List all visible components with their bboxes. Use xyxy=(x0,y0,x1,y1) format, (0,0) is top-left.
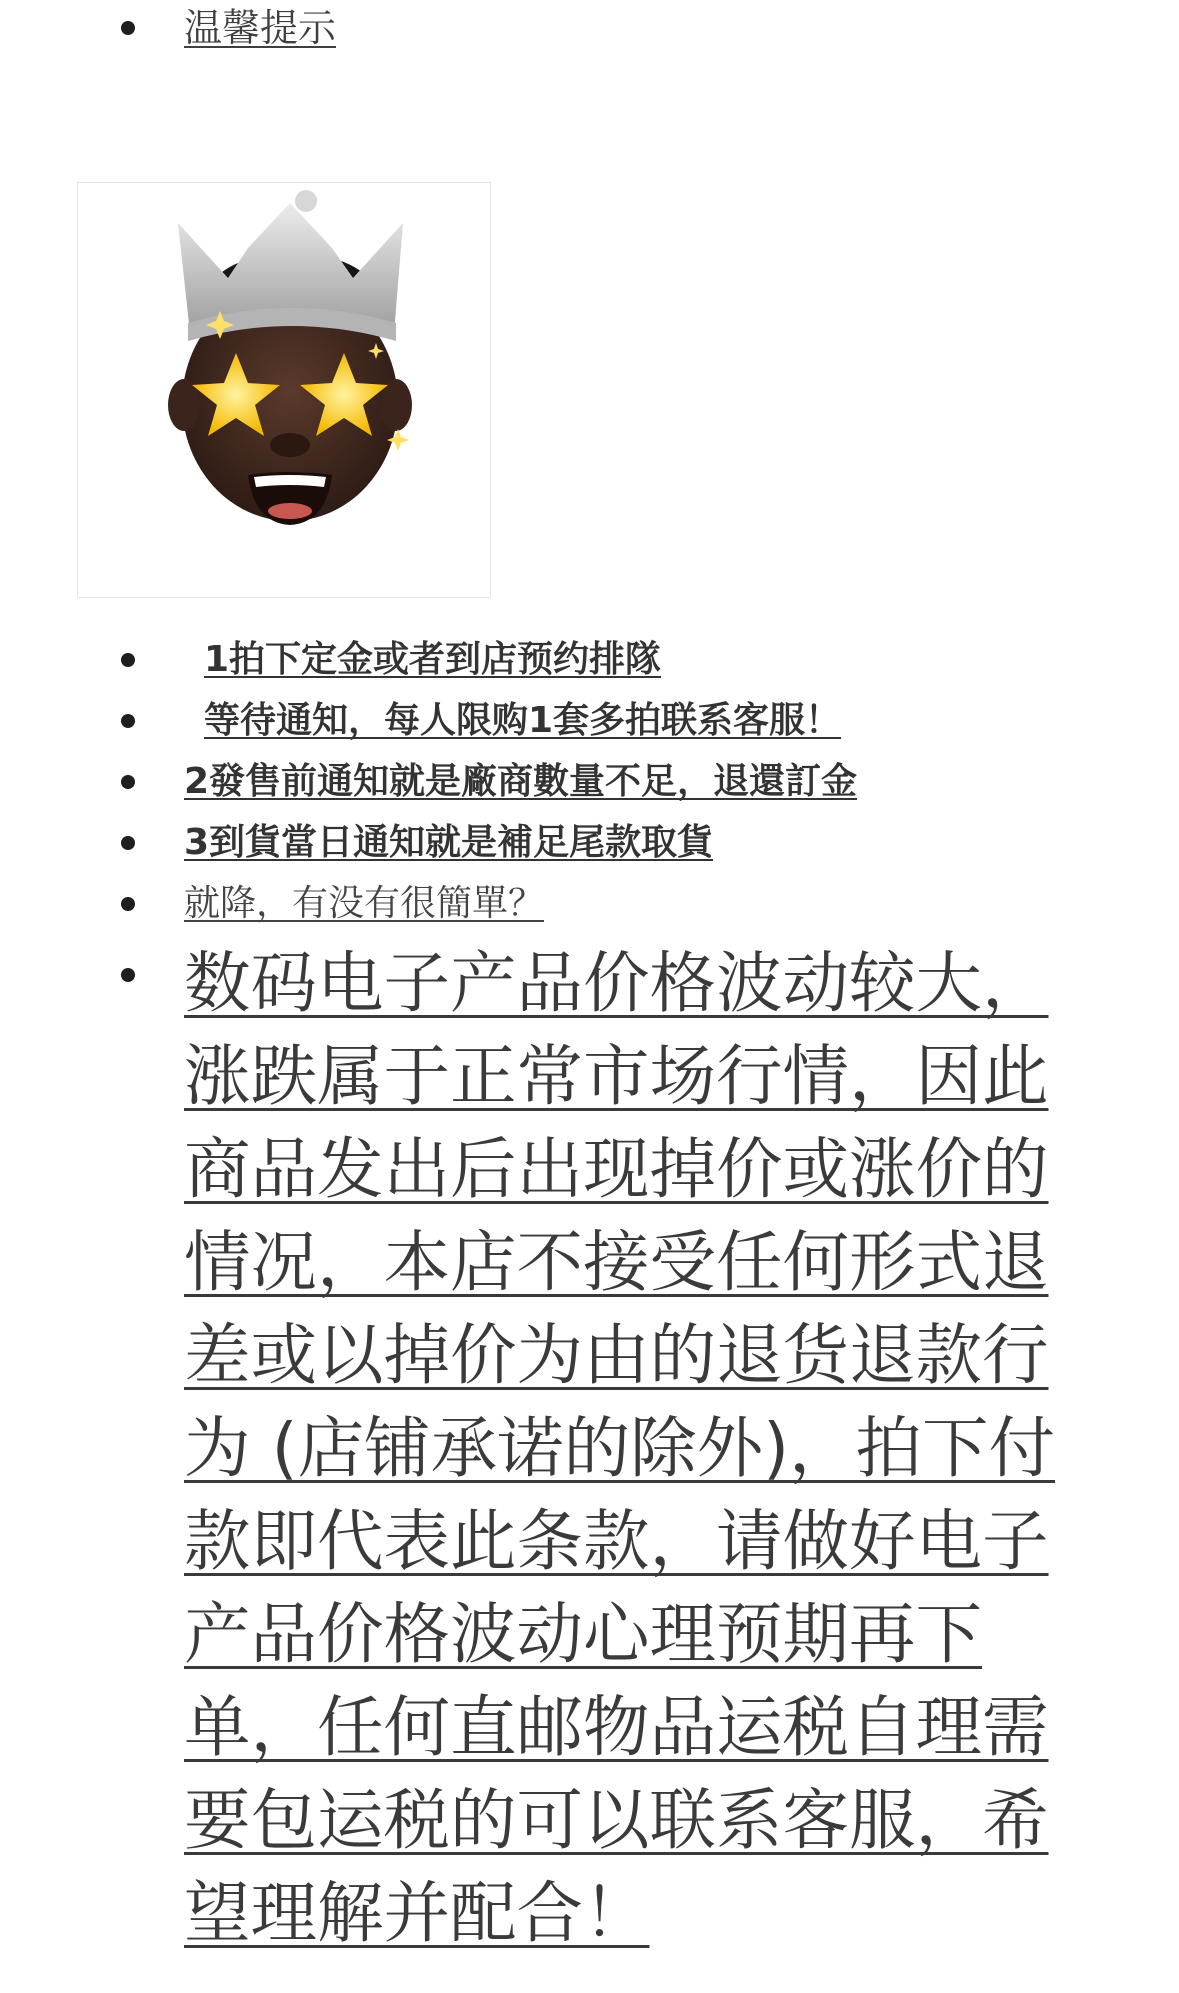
bullet-dot xyxy=(121,897,135,911)
tip-link[interactable]: 温馨提示 xyxy=(184,6,337,50)
bullet-dot xyxy=(121,836,135,850)
bullet-dot xyxy=(121,714,135,728)
list-item xyxy=(0,874,1179,934)
list-item-link[interactable]: 1拍下定金或者到店预约排隊 xyxy=(204,639,662,680)
list-item-link[interactable]: 等待通知，每人限购1套多拍联系客服！ xyxy=(204,700,842,741)
list-item xyxy=(0,691,1179,751)
list-item xyxy=(0,813,1179,873)
bullet-dot xyxy=(121,653,135,667)
bullet-dot xyxy=(121,968,135,982)
list-item-link[interactable]: 2發售前通知就是廠商數量不足，退還訂金 xyxy=(184,761,858,802)
list-item xyxy=(0,630,1179,690)
tip-row xyxy=(0,0,1179,56)
price-notice-paragraph[interactable]: 数码电子产品价格波动较大，涨跌属于正常市场行情，因此商品发出后出现掉价或涨价的情况，本店不接受任何形式退差或以掉价为由的退货退款行为 (店铺承诺的除外)，拍下付款即代表此条款，请做好电子产品价格波动心理预期再下单，任何直邮物品运税自理需要包运税的可以联系客服，希望理解并配合！ xyxy=(184,944,1056,1952)
list-item-link[interactable]: 就降，有没有很簡單？ xyxy=(184,883,545,924)
list-item-link[interactable]: 3到貨當日通知就是補足尾款取貨 xyxy=(184,822,714,863)
bullet-dot xyxy=(121,775,135,789)
avatar-image xyxy=(77,182,491,598)
bullet-dot xyxy=(121,21,135,35)
list-item xyxy=(0,752,1179,812)
crowned-memoji-icon xyxy=(78,183,490,597)
